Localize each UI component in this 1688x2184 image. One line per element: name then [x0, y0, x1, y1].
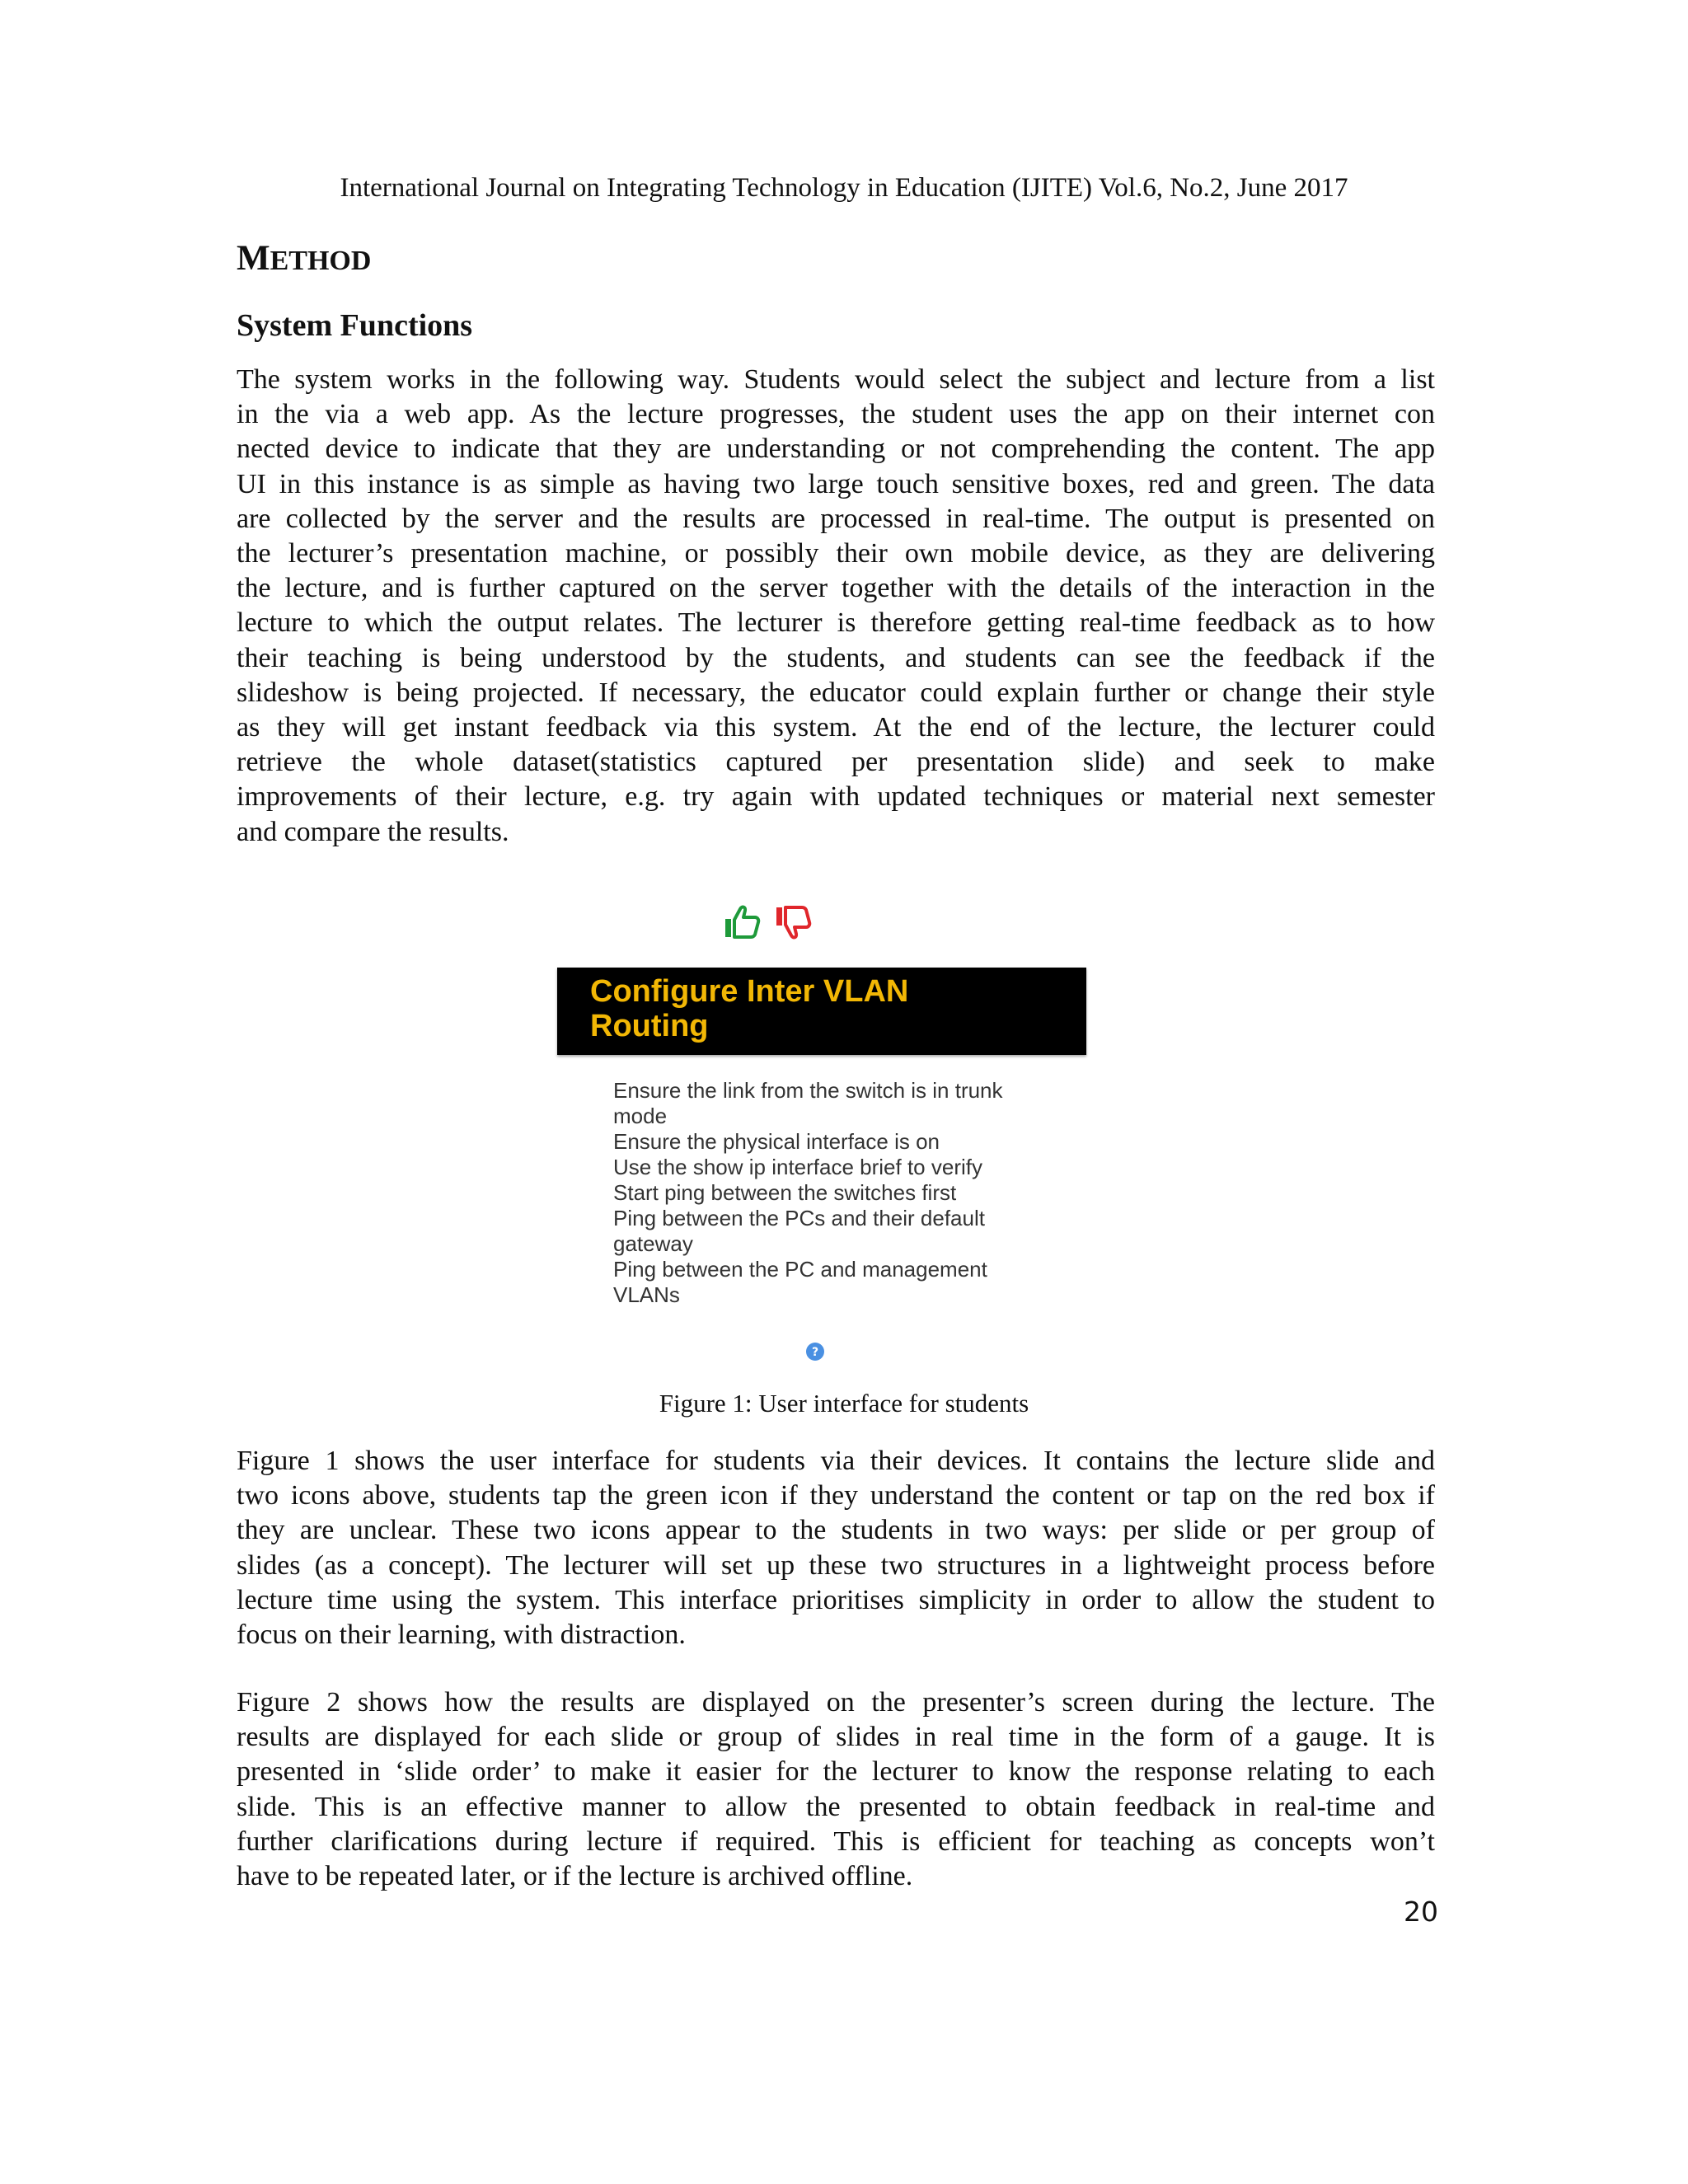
paragraph-line: lecture to which the output relates. The lecturer is therefore getting real-time feedback as to how	[237, 607, 1435, 639]
paragraph-line: nected device to indicate that they are understanding or not comprehending the content. The app	[237, 434, 1435, 465]
slide-bullet: Ensure the physical interface is on	[613, 1129, 940, 1154]
section-heading	[237, 237, 371, 283]
thumbs-down-icon[interactable]	[773, 902, 813, 942]
paragraph-line: slideshow is being projected. If necessary, the educator could explain further or change their style	[237, 677, 1435, 708]
help-icon[interactable]	[805, 1342, 825, 1361]
thumbs-up-icon[interactable]	[722, 902, 762, 942]
paragraph-line: they are unclear. These two icons appear to the students in two ways: per slide or per group of	[237, 1515, 1435, 1546]
paragraph-system-functions	[237, 363, 1435, 850]
paragraph-line: presented in ‘slide order’ to make it easier for the lecturer to know the response relating to each	[237, 1756, 1435, 1788]
paragraph-line: slide. This is an effective manner to allow the presented to obtain feedback in real-time and	[237, 1791, 1435, 1822]
help-glyph: ?	[811, 1346, 819, 1359]
paragraph-line: and compare the results.	[237, 816, 509, 847]
slide-bullet-list	[613, 1078, 1058, 1308]
slide-bullet: Start ping between the switches first	[613, 1180, 957, 1205]
paragraph-line: lecture time using the system. This interface prioritises simplicity in order to allow the student to	[237, 1584, 1435, 1615]
section-heading-rest: ETHOD	[270, 246, 372, 276]
paragraph-line: improvements of their lecture, e.g. try again with updated techniques or material next semester	[237, 781, 1435, 813]
journal-header: International Journal on Integrating Technology in Education (IJITE) Vol.6, No.2, June 2017	[340, 173, 1348, 203]
slide-bullet: Ping between the PCs and their default	[613, 1206, 985, 1230]
slide-bullet: mode	[613, 1104, 668, 1128]
slide-title	[590, 974, 1068, 1043]
paragraph-line: the lecture, and is further captured on the server together with the details of the interaction in the	[237, 573, 1435, 604]
figure-student-ui	[557, 898, 1093, 1376]
slide-bullet: Ensure the link from the switch is in trunk	[613, 1078, 1003, 1103]
paragraph-figure2-description	[237, 1685, 1435, 1894]
paragraph-line: further clarifications during lecture if required. This is efficient for teaching as concepts won’t	[237, 1825, 1435, 1857]
paragraph-line: focus on their learning, with distraction.	[237, 1619, 686, 1651]
section-heading-initial: M	[237, 239, 270, 278]
slide-bullet: VLANs	[613, 1282, 680, 1307]
paragraph-line: The system works in the following way. Students would select the subject and lecture from a list	[237, 364, 1435, 395]
figure-caption: Figure 1: User interface for students	[659, 1389, 1029, 1418]
slide-title-box	[557, 968, 1086, 1055]
paragraph-line: in the via a web app. As the lecture progresses, the student uses the app on their internet con	[237, 399, 1435, 430]
paragraph-line: their teaching is being understood by the students, and students can see the feedback if the	[237, 642, 1435, 673]
page-number: 20	[1404, 1896, 1438, 1928]
paragraph-line: slides (as a concept). The lecturer will set up these two structures in a lightweight process before	[237, 1549, 1435, 1581]
subsection-heading: System Functions	[237, 308, 473, 343]
paragraph-line: the lecturer’s presentation machine, or possibly their own mobile device, as they are delivering	[237, 538, 1435, 569]
paragraph-line: have to be repeated later, or if the lecture is archived offline.	[237, 1861, 913, 1892]
paragraph-line: are collected by the server and the results are processed in real-time. The output is presented on	[237, 503, 1435, 534]
slide-bullet: Ping between the PC and management	[613, 1257, 987, 1282]
feedback-icons	[722, 902, 821, 944]
paragraph-line: Figure 1 shows the user interface for students via their devices. It contains the lecture slide and	[237, 1446, 1435, 1476]
slide-bullet: gateway	[613, 1231, 693, 1256]
paragraph-line: UI in this instance is as simple as having two large touch sensitive boxes, red and green. The data	[237, 468, 1435, 499]
paragraph-line: results are displayed for each slide or group of slides in real time in the form of a gauge. It is	[237, 1722, 1435, 1753]
paragraph-line: as they will get instant feedback via this system. At the end of the lecture, the lecturer could	[237, 712, 1435, 743]
paragraph-line: Figure 2 shows how the results are displayed on the presenter’s screen during the lecture. The	[237, 1687, 1435, 1718]
slide-title-line: Routing	[590, 1009, 709, 1043]
slide-bullet: Use the show ip interface brief to verify	[613, 1155, 982, 1179]
paragraph-line: retrieve the whole dataset(statistics captured per presentation slide) and seek to make	[237, 747, 1435, 778]
paragraph-line: two icons above, students tap the green icon if they understand the content or tap on the red box if	[237, 1480, 1435, 1511]
slide-title-line: Configure Inter VLAN	[590, 974, 909, 1009]
paragraph-figure1-description	[237, 1444, 1435, 1652]
